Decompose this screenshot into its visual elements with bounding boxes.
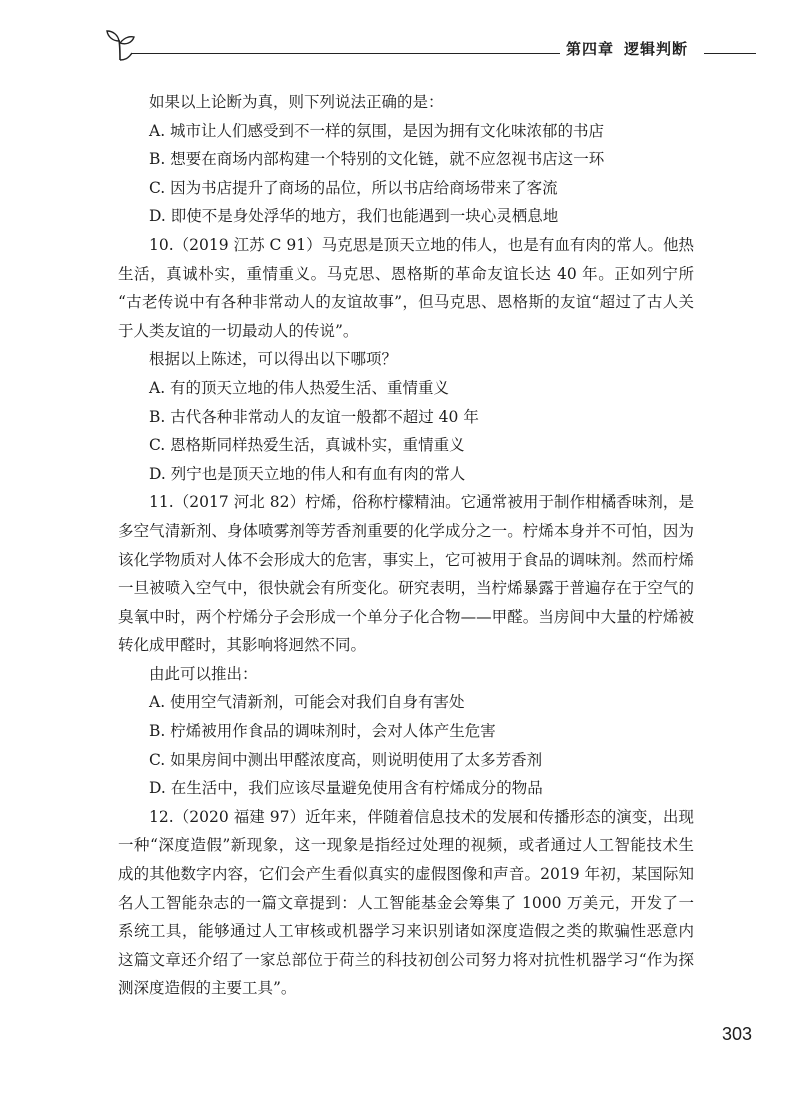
question-stem-line: 11.（2017 河北 82）柠烯，俗称柠檬精油。它通常被用于制作柑橘香味剂，是 bbox=[149, 493, 694, 512]
question-stem-line: 于人类友谊的一切最动人的传说”。 bbox=[118, 321, 359, 340]
option-line: B. 古代各种非常动人的友谊一般都不超过 40 年 bbox=[149, 407, 479, 426]
option-line: C. 如果房间中测出甲醛浓度高，则说明使用了太多芳香剂 bbox=[149, 750, 543, 769]
sprout-icon bbox=[104, 26, 136, 62]
question-stem-line: 系统工具，能够通过人工审核或机器学习来识别诸如深度造假之类的欺骗性恶意内 bbox=[118, 922, 694, 941]
question-stem-line: 测深度造假的主要工具”。 bbox=[118, 979, 297, 998]
question-stem-line: 12.（2020 福建 97）近年来，伴随着信息技术的发展和传播形态的演变，出现 bbox=[149, 807, 694, 826]
question-stem-line: 臭氧中时，两个柠烯分子会形成一个单分子化合物——甲醛。当房间中大量的柠烯被 bbox=[118, 607, 694, 626]
option-line: A. 有的顶天立地的伟人热爱生活、重情重义 bbox=[149, 378, 450, 397]
option-line: A. 城市让人们感受到不一样的氛围，是因为拥有文化味浓郁的书店 bbox=[149, 121, 605, 140]
section-title: 逻辑判断 bbox=[624, 40, 689, 58]
option-line: B. 想要在商场内部构建一个特别的文化链，就不应忽视书店这一环 bbox=[149, 150, 605, 169]
option-line: C. 恩格斯同样热爱生活，真诚朴实，重情重义 bbox=[149, 436, 465, 455]
question-stem-line: 这篇文章还介绍了一家总部位于荷兰的科技初创公司努力将对抗性机器学习“作为探 bbox=[118, 950, 694, 969]
question-stem-line: 10.（2019 江苏 C 91）马克思是顶天立地的伟人，也是有血有肉的常人。他热 bbox=[149, 235, 694, 254]
question-stem-line: “古老传说中有各种非常动人的友谊故事”，但马克思、恩格斯的友谊“超过了古人关 bbox=[118, 293, 694, 312]
option-line: C. 因为书店提升了商场的品位，所以书店给商场带来了客流 bbox=[149, 178, 558, 197]
option-line: A. 使用空气清新剂，可能会对我们自身有害处 bbox=[149, 693, 465, 712]
question-stem-line: 转化成甲醛时，其影响将迥然不同。 bbox=[118, 636, 367, 655]
chapter-label: 第四章 bbox=[566, 40, 615, 58]
header-rule-right bbox=[704, 53, 756, 54]
question-prompt: 根据以上陈述，可以得出以下哪项？ bbox=[149, 350, 398, 369]
question-prompt: 如果以上论断为真，则下列说法正确的是： bbox=[149, 93, 444, 111]
question-stem-line: 成的其他数字内容，它们会产生看似真实的虚假图像和声音。2019 年初，某国际知 bbox=[118, 865, 694, 884]
question-stem-line: 一旦被喷入空气中，很快就会有所变化。研究表明，当柠烯暴露于普遍存在于空气的 bbox=[118, 579, 694, 598]
option-line: D. 列宁也是顶天立地的伟人和有血有肉的常人 bbox=[149, 464, 466, 483]
question-stem-line: 名人工智能杂志的一篇文章提到：人工智能基金会筹集了 1000 万美元，开发了一 bbox=[118, 893, 694, 912]
question-stem-line: 生活，真诚朴实，重情重义。马克思、恩格斯的革命友谊长达 40 年。正如列宁所 bbox=[118, 264, 694, 283]
page-number: 303 bbox=[722, 1024, 753, 1044]
option-line: B. 柠烯被用作食品的调味剂时，会对人体产生危害 bbox=[149, 722, 496, 741]
option-line: D. 即使不是身处浮华的地方，我们也能遇到一块心灵栖息地 bbox=[149, 207, 559, 226]
question-stem-line: 一种“深度造假”新现象，这一现象是指经过处理的视频，或者通过人工智能技术生 bbox=[118, 836, 694, 855]
running-header bbox=[566, 38, 700, 59]
question-prompt: 由此可以推出： bbox=[149, 664, 258, 683]
question-stem-line: 该化学物质对人体不会形成大的危害，事实上，它可被用于食品的调味剂。然而柠烯 bbox=[118, 550, 694, 569]
option-line: D. 在生活中，我们应该尽量避免使用含有柠烯成分的物品 bbox=[149, 779, 543, 798]
body-text bbox=[118, 88, 694, 1003]
question-stem-line: 多空气清新剂、身体喷雾剂等芳香剂重要的化学成分之一。柠烯本身并不可怕，因为 bbox=[118, 521, 694, 540]
header-rule-left bbox=[132, 53, 560, 54]
